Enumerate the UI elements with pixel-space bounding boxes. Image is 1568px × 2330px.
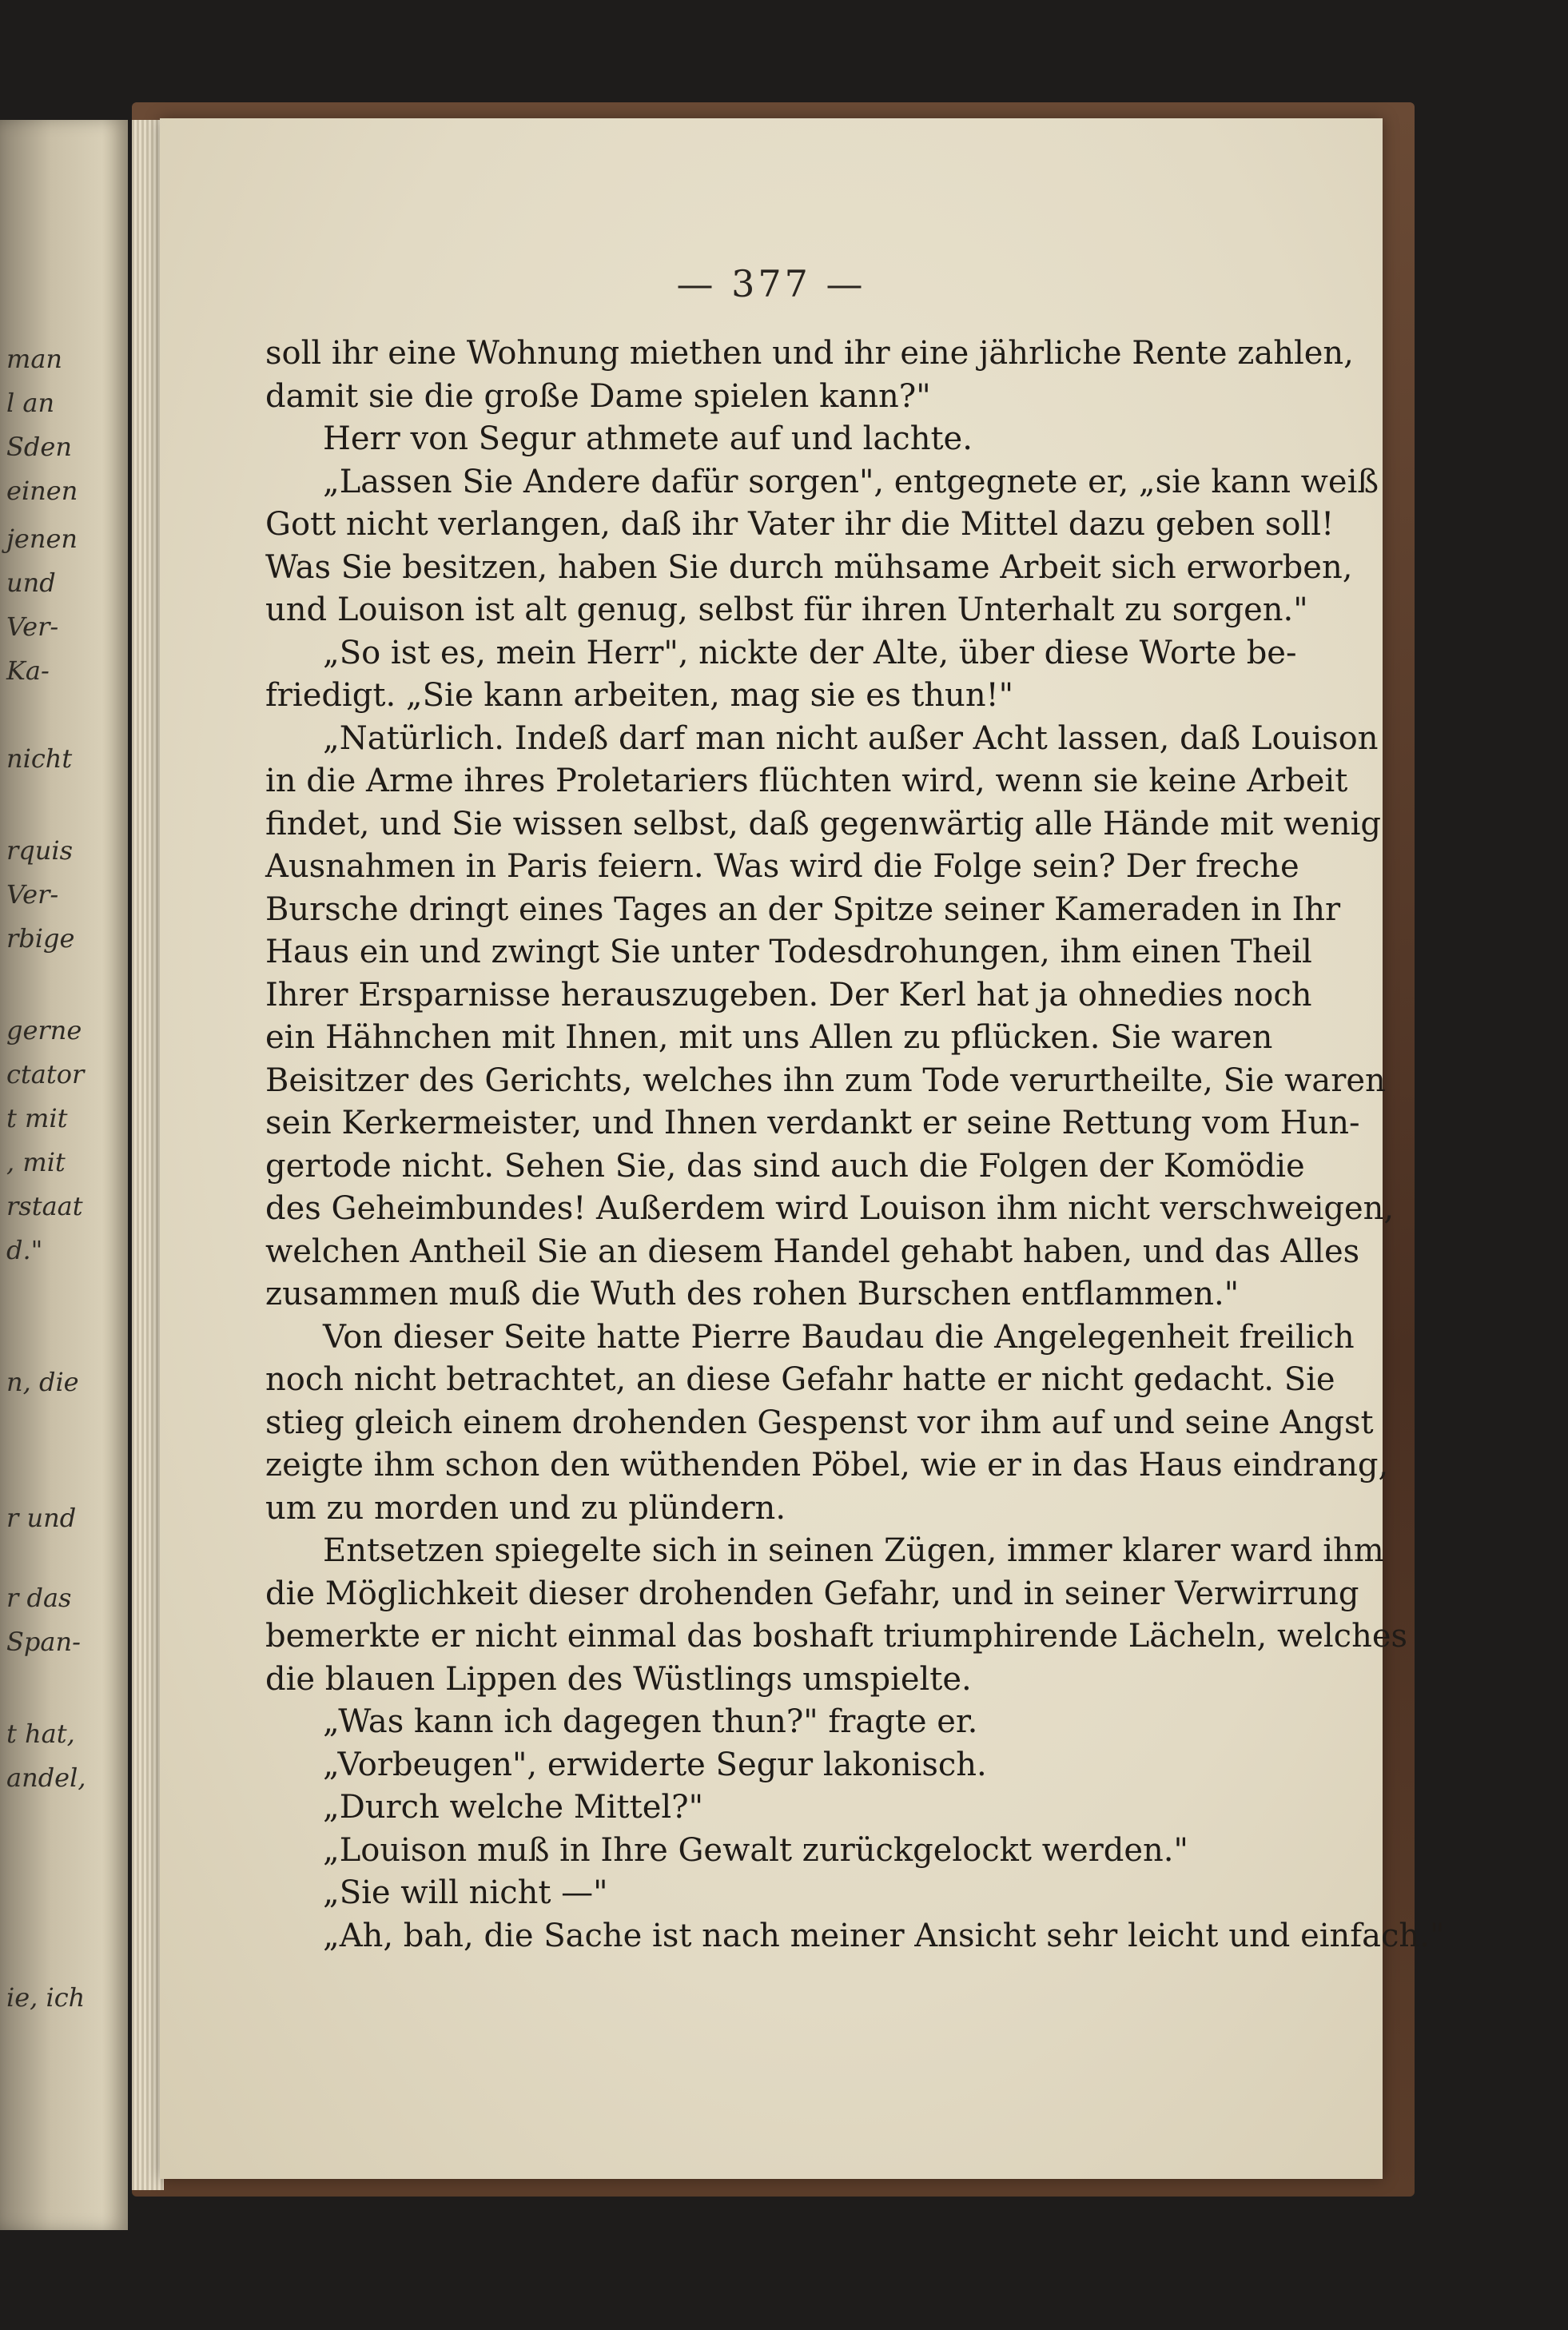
left-page-fragment: gerne <box>6 1015 82 1046</box>
text-line: bemerkte er nicht einmal das boshaft triumphirende Lächeln, welches <box>265 1618 1408 1655</box>
left-page-fragment: r das <box>6 1583 72 1613</box>
left-page-fragment: nicht <box>6 743 73 774</box>
text-line: findet, und Sie wissen selbst, daß gegenwärtig alle Hände mit wenig <box>265 805 1381 842</box>
body-text <box>265 333 1445 1958</box>
text-line: „Louison muß in Ihre Gewalt zurückgelockt werden." <box>323 1831 1188 1869</box>
text-line: friedigt. „Sie kann arbeiten, mag sie es thun!" <box>265 677 1014 714</box>
text-line: „Sie will nicht —" <box>323 1874 608 1911</box>
text-line: noch nicht betrachtet, an diese Gefahr hatte er nicht gedacht. Sie <box>265 1361 1335 1398</box>
text-line: Herr von Segur athmete auf und lachte. <box>323 420 973 457</box>
text-line: und Louison ist alt genug, selbst für ihren Unterhalt zu sorgen." <box>265 591 1308 628</box>
text-line: zeigte ihm schon den wüthenden Pöbel, wie er in das Haus eindrang, <box>265 1447 1389 1484</box>
left-page-fragment: man <box>6 344 63 374</box>
page-number: — 377 — <box>676 262 866 305</box>
left-page-fragment: r und <box>6 1503 77 1533</box>
text-line: Beisitzer des Gerichts, welches ihn zum Tode verurtheilte, Sie waren <box>265 1061 1386 1099</box>
left-page-fragment: Span- <box>6 1627 81 1657</box>
left-page-fragment: ctator <box>6 1059 85 1089</box>
left-page-edge <box>0 120 128 2230</box>
left-page-fragment: Sden <box>6 432 72 462</box>
left-page-fragment: Ka- <box>6 655 50 686</box>
text-line: stieg gleich einem drohenden Gespenst vor ihm auf und seine Angst <box>265 1404 1374 1441</box>
left-page-fragment: l an <box>6 388 55 418</box>
left-page-fragment: und <box>6 568 56 598</box>
text-line: Gott nicht verlangen, daß ihr Vater ihr die Mittel dazu geben soll! <box>265 506 1335 543</box>
left-page-fragment: n, die <box>6 1367 79 1397</box>
left-page-fragment: Ver- <box>6 611 59 642</box>
text-line: „Lassen Sie Andere dafür sorgen", entgegnete er, „sie kann weiß <box>323 463 1379 500</box>
text-line: Haus ein und zwingt Sie unter Todesdrohungen, ihm einen Theil <box>265 934 1312 970</box>
left-page-fragment: andel, <box>6 1762 86 1793</box>
text-line: „Vorbeugen", erwiderte Segur lakonisch. <box>323 1746 987 1783</box>
left-page-fragment: rbige <box>6 923 75 954</box>
text-line: in die Arme ihres Proletariers flüchten wird, wenn sie keine Arbeit <box>265 763 1348 799</box>
text-line: die blauen Lippen des Wüstlings umspielte. <box>265 1660 972 1698</box>
text-line: „Natürlich. Indeß darf man nicht außer Acht lassen, daß Louison <box>323 719 1379 757</box>
text-line: Von dieser Seite hatte Pierre Baudau die Angelegenheit freilich <box>323 1318 1355 1356</box>
text-line: die Möglichkeit dieser drohenden Gefahr, und in seiner Verwirrung <box>265 1575 1359 1612</box>
page-stack-edges <box>132 120 164 2190</box>
text-line: zusammen muß die Wuth des rohen Burschen entflammen." <box>265 1276 1240 1312</box>
left-page-fragment: t hat, <box>6 1719 75 1749</box>
text-line: gertode nicht. Sehen Sie, das sind auch die Folgen der Komödie <box>265 1147 1305 1185</box>
left-page-fragment: ie, ich <box>6 1982 86 2013</box>
left-page-fragment: t mit <box>6 1103 68 1133</box>
text-line: soll ihr eine Wohnung miethen und ihr eine jährliche Rente zahlen, <box>265 335 1354 372</box>
left-page-fragment: rstaat <box>6 1191 83 1221</box>
text-line: Entsetzen spiegelte sich in seinen Zügen, immer klarer ward ihm <box>323 1532 1384 1569</box>
left-page-fragment: jenen <box>6 524 78 554</box>
text-line: ein Hähnchen mit Ihnen, mit uns Allen zu pflücken. Sie waren <box>265 1019 1273 1056</box>
text-line: des Geheimbundes! Außerdem wird Louison ihm nicht verschweigen, <box>265 1190 1395 1227</box>
text-line: sein Kerkermeister, und Ihnen verdankt er seine Rettung vom Hun- <box>265 1105 1360 1141</box>
left-page-fragment: einen <box>6 476 78 506</box>
right-page <box>160 118 1445 2179</box>
left-page-fragment: , mit <box>6 1147 66 1177</box>
text-line: Ausnahmen in Paris feiern. Was wird die Folge sein? Der freche <box>265 848 1299 885</box>
left-page-fragment: Ver- <box>6 879 59 910</box>
text-line: „Was kann ich dagegen thun?" fragte er. <box>323 1703 978 1740</box>
text-line: Bursche dringt eines Tages an der Spitze seiner Kameraden in Ihr <box>265 890 1341 928</box>
left-page-fragment: d." <box>6 1235 43 1265</box>
left-page-fragment: rquis <box>6 835 74 866</box>
text-line: Ihrer Ersparnisse herauszugeben. Der Kerl hat ja ohnedies noch <box>265 976 1312 1014</box>
text-line: welchen Antheil Sie an diesem Handel gehabt haben, und das Alles <box>265 1233 1360 1270</box>
text-line: „Ah, bah, die Sache ist nach meiner Ansicht sehr leicht und einfach." <box>323 1917 1445 1954</box>
text-line: „So ist es, mein Herr", nickte der Alte, über diese Worte be- <box>323 634 1297 671</box>
text-line: um zu morden und zu plündern. <box>265 1489 786 1527</box>
text-line: „Durch welche Mittel?" <box>323 1789 704 1826</box>
text-line: Was Sie besitzen, haben Sie durch mühsame Arbeit sich erworben, <box>265 548 1353 586</box>
text-line: damit sie die große Dame spielen kann?" <box>265 377 931 415</box>
